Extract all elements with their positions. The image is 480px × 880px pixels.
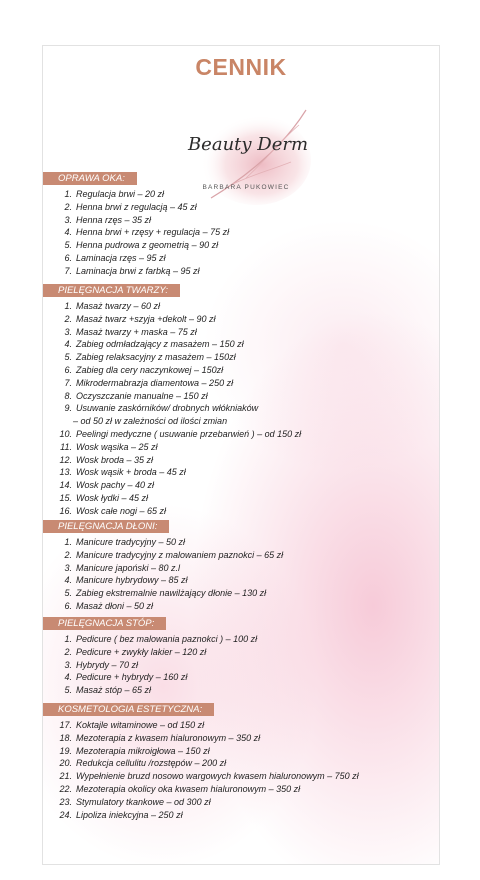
list-item [43,428,439,441]
item-number: 4. [64,575,72,586]
section-header: PIELĘGNACJA DŁONI: [43,520,169,533]
item-number: 15. [59,492,72,503]
item-text: Wosk wąsik + broda – 45 zł [76,467,186,478]
item-text: Stymulatory tkankowe – od 300 zł [76,796,211,807]
section-header: PIELĘGNACJA STÓP: [43,617,166,630]
item-text: Hybrydy – 70 zł [76,659,139,670]
list-item [43,226,439,239]
item-number: 10. [59,428,72,439]
list-item [43,796,439,809]
list-item [43,326,439,339]
price-list [43,188,439,278]
item-number [43,415,73,428]
item-text: Masaż stóp – 65 zł [76,685,152,696]
list-item [43,574,439,587]
item-number: 18. [59,732,72,743]
item-text: Manicure hybrydowy – 85 zł [76,575,188,586]
item-number: 22. [59,783,72,794]
item-text: Wosk całe nogi – 65 zł [76,505,167,516]
section-header: KOSMETOLOGIA ESTETYCZNA: [43,703,214,716]
list-item [43,562,439,575]
item-number: 3. [64,659,72,670]
item-text: Wosk pachy – 40 zł [76,480,155,491]
list-item [43,479,439,492]
item-text: – od 50 zł w zależności od ilości zmian [73,416,228,427]
item-text: Henna pudrowa z geometrią – 90 zł [76,240,219,251]
list-item [43,252,439,265]
item-number: 6. [64,252,72,263]
item-text: Lipoliza iniekcyjna – 250 zł [76,809,183,820]
item-number: 1. [64,634,72,644]
list-item [43,441,439,454]
item-number: 2. [64,313,72,324]
item-number: 1. [64,189,72,199]
item-number: 2. [64,549,72,560]
item-number: 7. [64,377,72,388]
list-item [43,684,439,697]
section-pielegnacja-twarzy [43,280,439,518]
item-number: 5. [64,588,72,599]
list-item [43,536,439,549]
item-number: 5. [64,240,72,251]
item-text: Wosk wąsika – 25 zł [76,441,158,452]
list-item [43,646,439,659]
list-item [43,402,439,415]
list-item [43,188,439,201]
item-number: 12. [59,454,72,465]
item-text: Masaż twarzy + maska – 75 zł [76,326,197,337]
item-text: Manicure tradycyjny z malowaniem paznokci – 65 zł [76,549,284,560]
list-item [43,745,439,758]
item-number: 14. [59,480,72,491]
item-text: Regulacja brwi – 20 zł [76,189,165,199]
item-number: 4. [64,227,72,238]
item-text: Masaż dłoni – 50 zł [76,600,154,611]
list-item [43,351,439,364]
item-text: Zabieg odmładzający z masażem – 150 zł [76,339,244,350]
item-text: Oczyszczanie manualne – 150 zł [76,390,208,401]
list-item [43,265,439,278]
list-item [43,201,439,214]
item-text: Pedicure ( bez malowania paznokci ) – 100 zł [76,634,258,644]
item-number: 2. [64,646,72,657]
item-text: Wosk łydki – 45 zł [76,492,149,503]
item-text: Mezoterapia okolicy oka kwasem hialuronowym – 350 zł [76,783,301,794]
item-number: 3. [64,326,72,337]
list-item [43,671,439,684]
item-number: 23. [59,796,72,807]
item-text: Mezoterapia z kwasem hialuronowym – 350 zł [76,732,261,743]
list-item [43,239,439,252]
item-text: Usuwanie zaskórników/ drobnych włókniaków [76,403,259,414]
item-number: 21. [59,771,72,782]
item-number: 7. [64,265,72,276]
item-text: Peelingi medyczne ( usuwanie przebarwień ) – od 150 zł [76,428,302,439]
logo-script-text: Beauty Derm [187,134,309,155]
list-item-continuation [43,415,439,428]
section-header: OPRAWA OKA: [43,172,137,185]
item-text: Redukcja cellulitu /rozstępów – 200 zł [76,758,227,769]
item-number: 2. [64,201,72,212]
item-text: Zabieg relaksacyjny z masażem – 150zł [76,352,236,363]
list-item [43,492,439,505]
list-item [43,466,439,479]
item-number: 8. [64,390,72,401]
list-item [43,757,439,770]
list-item [43,600,439,613]
item-text: Zabieg dla cery naczynkowej – 150zł [76,364,224,375]
item-text: Masaż twarzy – 60 zł [76,301,161,311]
item-number: 11. [60,441,72,452]
item-number: 1. [64,301,72,311]
section-pielegnacja-stop [43,613,439,697]
item-number: 16. [59,505,72,516]
item-number: 4. [64,339,72,350]
item-number: 6. [64,600,72,611]
logo-subtitle: BARBARA PUKOWIEC [202,184,290,191]
item-number: 4. [64,672,72,683]
list-item [43,783,439,796]
item-text: Pedicure + hybrydy – 160 zł [76,672,188,683]
list-item [43,390,439,403]
item-text: Wypełnienie bruzd nosowo wargowych kwasem hialuronowym – 750 zł [76,771,359,782]
list-item [43,587,439,600]
price-list [43,719,439,821]
list-item [43,549,439,562]
list-item [43,313,439,326]
section-oprawa-oka [43,168,439,278]
section-kosmetologia-estetyczna [43,699,439,821]
item-number: 6. [64,364,72,375]
item-number: 17. [59,720,72,730]
item-text: Henna brwi z regulacją – 45 zł [76,201,197,212]
list-item [43,732,439,745]
item-text: Zabieg ekstremalnie nawilżający dłonie – 130 zł [76,588,267,599]
price-list [43,300,439,518]
item-text: Wosk broda – 35 zł [76,454,154,465]
item-text: Manicure japoński – 80 z.l [76,562,181,573]
item-text: Koktajle witaminowe – od 150 zł [76,720,205,730]
item-text: Laminacja rzęs – 95 zł [76,252,166,263]
list-item [43,377,439,390]
item-text: Laminacja brwi z farbką – 95 zł [76,265,200,276]
item-text: Henna rzęs – 35 zł [76,214,152,225]
price-list-card [42,45,440,865]
list-item [43,770,439,783]
price-list [43,536,439,613]
item-number: 5. [64,352,72,363]
item-text: Manicure tradycyjny – 50 zł [76,537,186,547]
item-text: Pedicure + zwykły lakier – 120 zł [76,646,207,657]
item-text: Masaż twarz +szyja +dekolt – 90 zł [76,313,216,324]
item-number: 24. [59,809,72,820]
section-header: PIELĘGNACJA TWARZY: [43,284,180,297]
item-number: 1. [64,537,72,547]
list-item [43,659,439,672]
list-item [43,454,439,467]
item-number: 13. [59,467,72,478]
list-item [43,364,439,377]
item-number: 5. [64,685,72,696]
list-item [43,719,439,732]
item-text: Mikrodermabrazja diamentowa – 250 zł [76,377,234,388]
item-number: 9. [64,403,72,414]
item-text: Henna brwi + rzęsy + regulacja – 75 zł [76,227,230,238]
page-title: CENNIK [195,54,287,80]
price-list [43,633,439,697]
item-number: 20. [59,758,72,769]
item-number: 3. [64,214,72,225]
list-item [43,633,439,646]
item-number: 3. [64,562,72,573]
item-number: 19. [59,745,72,756]
list-item [43,214,439,227]
list-item [43,338,439,351]
list-item [43,809,439,822]
list-item [43,300,439,313]
section-pielegnacja-dloni [43,516,439,613]
item-text: Mezoterapia mikroigłowa – 150 zł [76,745,210,756]
